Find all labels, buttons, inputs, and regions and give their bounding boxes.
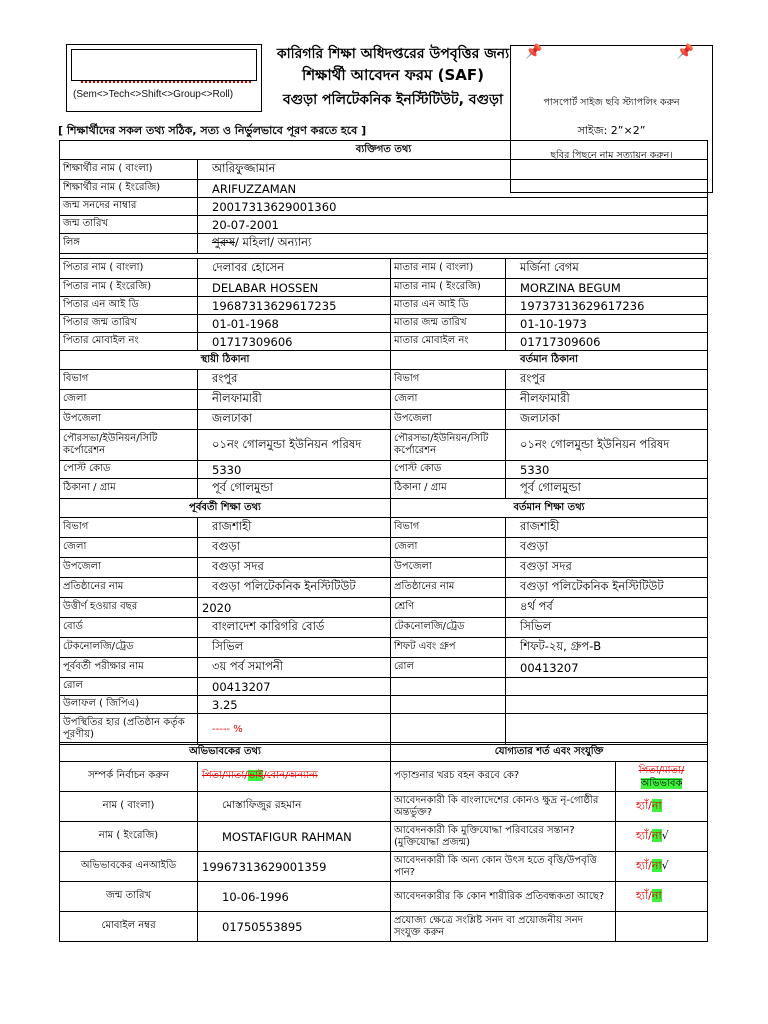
label: বিভাগ <box>60 370 198 390</box>
cost-bearer-answer[interactable] <box>616 762 708 792</box>
label: ঠিকানা / গ্রাম <box>60 479 198 499</box>
answer-yes[interactable]: হ্যাঁ/ <box>636 799 652 812</box>
perm-upazila[interactable]: জলঢাকা <box>198 410 391 430</box>
label: নাম ( ইংরেজি) <box>60 822 198 852</box>
section-title: যোগ্যতার শর্ত এবং সংযুক্তি <box>391 743 708 762</box>
label: জেলা <box>391 538 506 558</box>
curr-division[interactable]: রাজশাহী <box>506 518 708 538</box>
empty-cell <box>506 678 708 696</box>
perm-union[interactable]: ০১নং গোলমুন্ডা ইউনিয়ন পরিষদ <box>198 430 391 461</box>
guardian-name-en[interactable]: MOSTAFIGUR RAHMAN <box>198 822 391 852</box>
section-title: বর্তমান ঠিকানা <box>391 351 708 370</box>
freedom-fighter-answer[interactable] <box>616 822 708 852</box>
label: লিঙ্গ <box>60 234 198 254</box>
label: উপজেলা <box>60 558 198 578</box>
label: মাতার এন আই ডি <box>391 297 506 315</box>
father-name-en[interactable]: DELABAR HOSSEN <box>198 279 391 297</box>
relation-options[interactable] <box>198 762 391 792</box>
roll-dotted-line <box>81 81 251 83</box>
label: জেলা <box>391 390 506 410</box>
empty-cell <box>506 714 708 745</box>
label: রোল <box>60 678 198 696</box>
label: প্রতিষ্ঠানের নাম <box>391 578 506 598</box>
prev-division[interactable]: রাজশাহী <box>198 518 391 538</box>
label: উপজেলা <box>60 410 198 430</box>
label: জন্ম সনদের নাম্বার <box>60 198 198 216</box>
label: উত্তীর্ণ হওয়ার বছর <box>60 598 198 618</box>
pres-union[interactable]: ০১নং গোলমুন্ডা ইউনিয়ন পরিষদ <box>506 430 708 461</box>
father-name-bn[interactable]: দেলাবর হোসেন <box>198 259 391 279</box>
label: শিক্ষার্থীর নাম ( ইংরেজি) <box>60 180 198 198</box>
label: উপজেলা <box>391 558 506 578</box>
empty-cell <box>506 696 708 714</box>
question: আবেদনকারী কি অন্য কোন উৎস হতে বৃত্তি/উপবৃত্তি পান? <box>391 852 616 882</box>
relation-parent[interactable]: পিতা/মাতা/ <box>202 770 248 781</box>
label: পিতার নাম ( বাংলা) <box>60 259 198 279</box>
prev-district[interactable]: বগুড়া <box>198 538 391 558</box>
pres-upazila[interactable]: জলঢাকা <box>506 410 708 430</box>
answer-yes[interactable]: হ্যাঁ/ <box>636 889 652 902</box>
ethnic-answer[interactable] <box>616 792 708 822</box>
curr-shift-group[interactable]: শিফট-২য়, গ্রুপ-B <box>506 638 708 658</box>
label: পিতার নাম ( ইংরেজি) <box>60 279 198 297</box>
photo-instruction: পাসপোর্ট সাইজ ছবি স্ট্যাপলিং করুন <box>543 97 680 108</box>
perm-post-code[interactable]: 5330 <box>198 461 391 479</box>
label: শিক্ষার্থীর নাম ( বাংলা) <box>60 160 198 180</box>
mother-name-en[interactable]: MORZINA BEGUM <box>506 279 708 297</box>
label: পৌরসভা/ইউনিয়ন/সিটি কর্পোরেশন <box>391 430 506 461</box>
prev-tech[interactable]: সিভিল <box>198 638 391 658</box>
personal-info-table <box>59 140 708 745</box>
prev-roll[interactable]: 00413207 <box>198 678 391 696</box>
attachment-cell[interactable] <box>616 912 708 942</box>
mother-name-bn[interactable]: মর্জিনা বেগম <box>506 259 708 279</box>
label: শ্রেণি <box>391 598 506 618</box>
label: মাতার নাম ( ইংরেজি) <box>391 279 506 297</box>
label: বিভাগ <box>391 518 506 538</box>
label: উপস্থিতির হার (প্রতিষ্ঠান কর্তৃক পূরণীয়) <box>60 714 198 745</box>
father-nid[interactable]: 19687313629617235 <box>198 297 391 315</box>
label: ঠিকানা / গ্রাম <box>391 479 506 499</box>
photo-size: সাইজ: 2”×2” <box>577 124 646 137</box>
label: মাতার জন্ম তারিখ <box>391 315 506 333</box>
section-title: স্থায়ী ঠিকানা <box>60 351 391 370</box>
mother-mobile[interactable]: 01717309606 <box>506 333 708 351</box>
answer-yes[interactable]: হ্যাঁ/ <box>636 859 652 872</box>
label: মাতার মোবাইল নং <box>391 333 506 351</box>
label: টেকনোলজি/ট্রেড <box>391 618 506 638</box>
label: পৌরসভা/ইউনিয়ন/সিটি কর্পোরেশন <box>60 430 198 461</box>
form-title: শিক্ষার্থী আবেদন ফরম (SAF) <box>302 66 484 84</box>
gender-options[interactable] <box>198 234 708 254</box>
guardian-mobile[interactable]: 01750553895 <box>198 912 391 942</box>
empty-cell <box>391 696 506 714</box>
answer-no[interactable]: না <box>651 889 662 902</box>
gender-male[interactable]: পুরুষ <box>212 235 235 249</box>
section-title: পূর্ববর্তী শিক্ষা তথ্য <box>60 499 391 518</box>
pres-post-code[interactable]: 5330 <box>506 461 708 479</box>
relation-brother[interactable]: ভাই <box>247 770 264 781</box>
answer-yes[interactable]: হ্যাঁ/ <box>636 829 652 842</box>
pres-village[interactable]: পূর্ব গোলমুন্ডা <box>506 479 708 499</box>
curr-class[interactable]: ৪র্থ পর্ব <box>506 598 708 618</box>
label: বিভাগ <box>60 518 198 538</box>
curr-district[interactable]: বগুড়া <box>506 538 708 558</box>
answer-parent[interactable]: পিতা/মাতা/ <box>638 764 685 776</box>
label: সম্পর্ক নির্বাচন করুন <box>60 762 198 792</box>
mother-dob[interactable]: 01-10-1973 <box>506 315 708 333</box>
title-line-1: কারিগরি শিক্ষা অধিদপ্তরের উপবৃত্তির জন্য <box>276 46 510 62</box>
label: উপজেলা <box>391 410 506 430</box>
question: পড়াশুনার খরচ বহন করবে কে? <box>391 762 616 792</box>
label: জন্ম তারিখ <box>60 882 198 912</box>
prev-upazila[interactable]: বগুড়া সদর <box>198 558 391 578</box>
attendance-rate[interactable]: ----- % <box>198 714 391 745</box>
label: বিভাগ <box>391 370 506 390</box>
answer-no[interactable]: না <box>651 859 662 872</box>
label: পিতার মোবাইল নং <box>60 333 198 351</box>
label: জন্ম তারিখ <box>60 216 198 234</box>
label: পিতার জন্ম তারিখ <box>60 315 198 333</box>
label: অভিভাবকের এনআইডি <box>60 852 198 882</box>
label: নাম ( বাংলা) <box>60 792 198 822</box>
prev-pass-year[interactable]: 2020 <box>198 598 391 618</box>
relation-others[interactable]: /বোন/অন্যান্য <box>263 770 318 781</box>
label: পূর্ববর্তী পরীক্ষার নাম <box>60 658 198 678</box>
section-title: ব্যক্তিগত তথ্য <box>60 141 708 160</box>
prev-board[interactable]: বাংলাদেশ কারিগরি বোর্ড <box>198 618 391 638</box>
label: প্রতিষ্ঠানের নাম <box>60 578 198 598</box>
curr-institute[interactable]: বগুড়া পলিটেকনিক ইনস্টিটিউট <box>506 578 708 598</box>
check-mark-icon: √ <box>661 829 669 842</box>
label: পোস্ট কোড <box>391 461 506 479</box>
question: আবেদনকারীর কি কোন শারীরিক প্রতিবন্ধকতা আছে? <box>391 882 616 912</box>
answer-guardian[interactable]: অভিভাবক <box>640 777 683 789</box>
curr-roll[interactable]: 00413207 <box>506 658 708 678</box>
question: আবেদনকারী কি মুক্তিযোদ্ধা পরিবারের সন্তান? (মুক্তিযোদ্ধা প্রজন্ম) <box>391 822 616 852</box>
guardian-nid[interactable]: 19967313629001359 <box>198 852 391 882</box>
label: পিতার এন আই ডি <box>60 297 198 315</box>
curr-tech[interactable]: সিভিল <box>506 618 708 638</box>
father-mobile[interactable]: 01717309606 <box>198 333 391 351</box>
section-title: বর্তমান শিক্ষা তথ্য <box>391 499 708 518</box>
gender-others[interactable]: / মহিলা/ অন্যান্য <box>234 235 312 249</box>
photo-attest-note: ছবির পিছনে নাম সত্যায়ন করুন। <box>550 150 673 161</box>
prev-gpa[interactable]: 3.25 <box>198 696 391 714</box>
roll-number-box[interactable] <box>66 44 262 112</box>
label: পোস্ট কোড <box>60 461 198 479</box>
question: আবেদনকারী কি বাংলাদেশের কোনও ক্ষুদ্র নৃ-গোষ্ঠীর অন্তর্ভুক্ত? <box>391 792 616 822</box>
disability-answer[interactable] <box>616 882 708 912</box>
birth-reg-number[interactable]: 20017313629001360 <box>198 198 708 216</box>
perm-district[interactable]: নীলফামারী <box>198 390 391 410</box>
answer-no[interactable]: না <box>651 829 662 842</box>
empty-cell <box>391 714 506 745</box>
institute-title: বগুড়া পলিটেকনিক ইনস্টিটিউট, বগুড়া <box>282 92 504 108</box>
instruction-note: [ শিক্ষার্থীদের সকল তথ্য সঠিক, সত্য ও নির্ভুলভাবে পূরণ করতে হবে ] <box>58 124 367 137</box>
guardian-eligibility-table <box>59 742 708 942</box>
father-dob[interactable]: 01-01-1968 <box>198 315 391 333</box>
student-name-en[interactable]: ARIFUZZAMAN <box>198 180 708 198</box>
label: শিফট এবং গ্রুপ <box>391 638 506 658</box>
label: টেকনোলজি/ট্রেড <box>60 638 198 658</box>
label: মাতার নাম ( বাংলা) <box>391 259 506 279</box>
question: প্রযোজ্য ক্ষেত্রে সংশ্লিষ্ট সনদ বা প্রয়োজনীয় সনদ সংযুক্ত করুন <box>391 912 616 942</box>
pres-division[interactable]: রংপুর <box>506 370 708 390</box>
roll-format-hint: (Sem<>Tech<>Shift<>Group<>Roll) <box>73 89 234 100</box>
pin-icon: 📌 <box>676 44 694 60</box>
answer-no[interactable]: না <box>651 799 662 812</box>
other-scholarship-answer[interactable] <box>616 852 708 882</box>
prev-exam-name[interactable]: ৩য় পর্ব সমাপনী <box>198 658 391 678</box>
roll-number-input[interactable] <box>71 49 257 81</box>
perm-village[interactable]: পূর্ব গোলমুন্ডা <box>198 479 391 499</box>
pin-icon: 📌 <box>525 44 543 60</box>
label: মোবাইল নম্বর <box>60 912 198 942</box>
label: বোর্ড <box>60 618 198 638</box>
guardian-name-bn[interactable]: মোস্তাফিজুর রহমান <box>198 792 391 822</box>
student-name-bn[interactable]: আরিফুজ্জামান <box>198 160 708 180</box>
pres-district[interactable]: নীলফামারী <box>506 390 708 410</box>
label: জেলা <box>60 538 198 558</box>
curr-upazila[interactable]: বগুড়া সদর <box>506 558 708 578</box>
label: উলাফল ( জিপিএ) <box>60 696 198 714</box>
prev-institute[interactable]: বগুড়া পলিটেকনিক ইনস্টিটিউট <box>198 578 391 598</box>
label: জেলা <box>60 390 198 410</box>
section-title: অভিভাবকের তথ্য <box>60 743 391 762</box>
guardian-dob[interactable]: 10-06-1996 <box>198 882 391 912</box>
perm-division[interactable]: রংপুর <box>198 370 391 390</box>
mother-nid[interactable]: 19737313629617236 <box>506 297 708 315</box>
check-mark-icon: √ <box>661 859 669 872</box>
empty-cell <box>391 678 506 696</box>
date-of-birth[interactable]: 20-07-2001 <box>198 216 708 234</box>
label: রোল <box>391 658 506 678</box>
